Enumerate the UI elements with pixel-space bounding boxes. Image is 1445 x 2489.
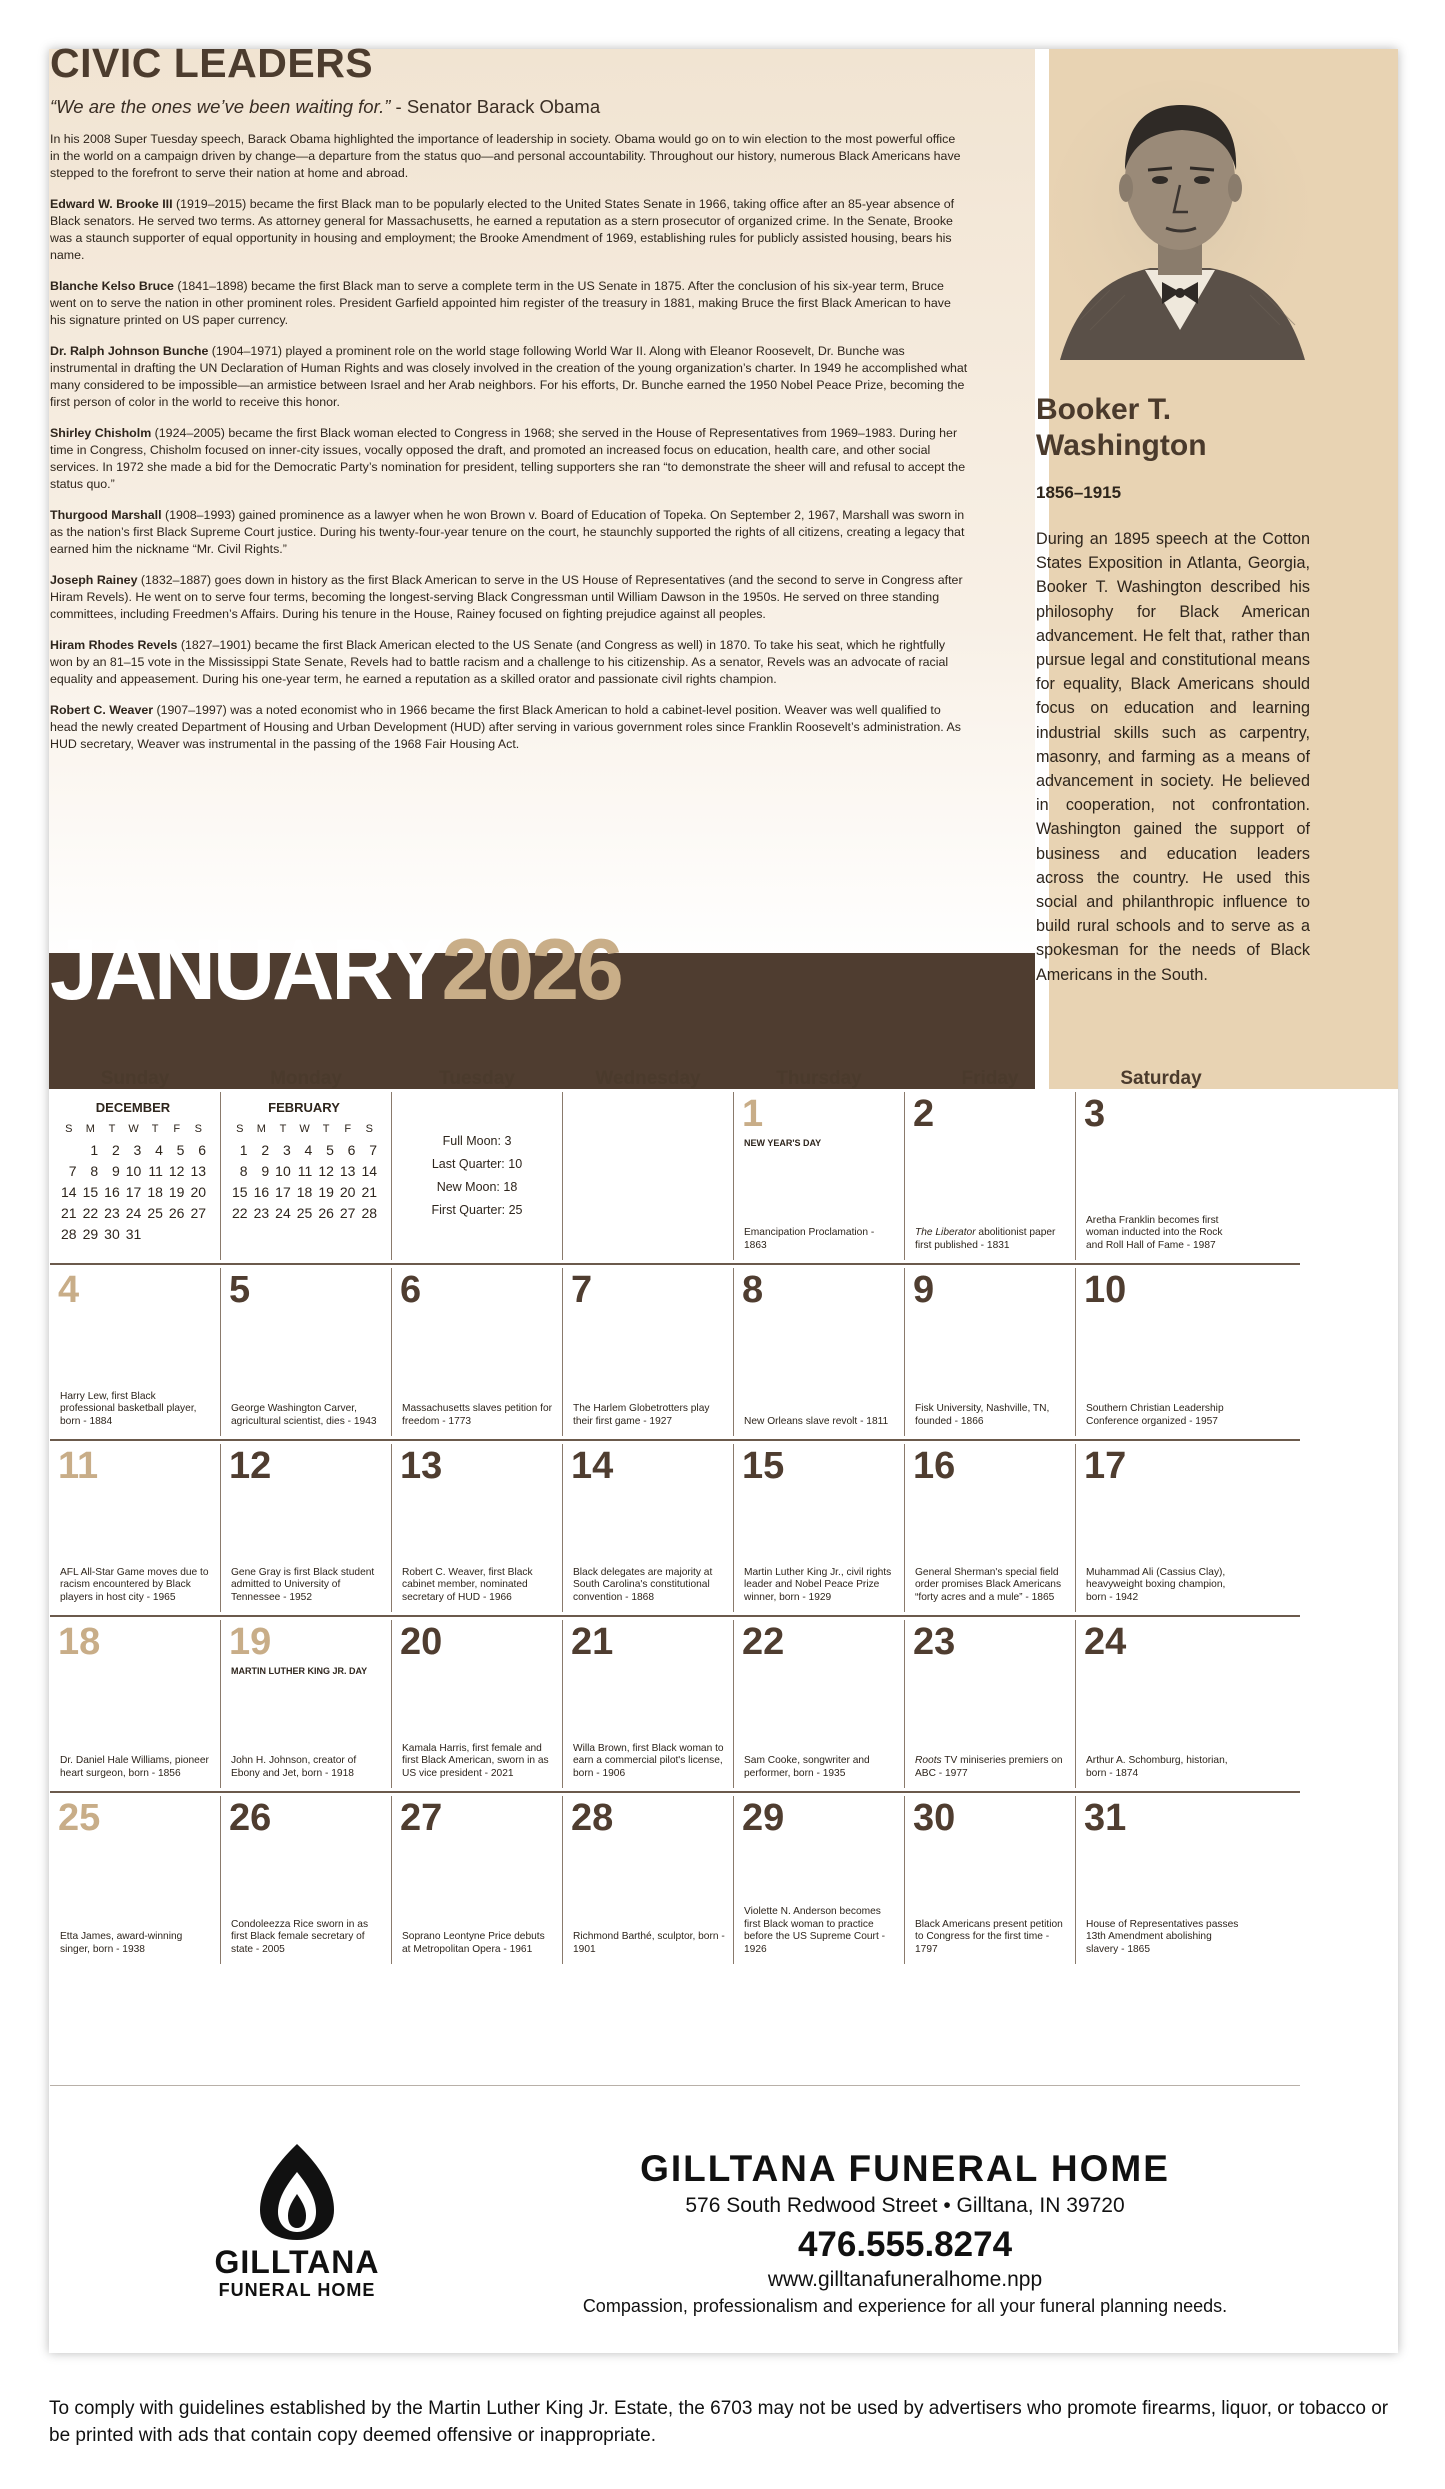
day-of-week-header: Sunday xyxy=(100,1068,170,1089)
history-event xyxy=(744,1567,896,1605)
day-cell xyxy=(1076,1268,1247,1436)
event-text: Southern Christian Leadership Conference organized - 1957 xyxy=(1086,1403,1224,1427)
mini-date: 26 xyxy=(318,1205,334,1221)
day-cell xyxy=(905,1620,1076,1788)
day-number: 20 xyxy=(400,1621,443,1663)
moon-phase: First Quarter: 25 xyxy=(431,1203,523,1217)
day-cell xyxy=(392,1796,563,1964)
bio-years: 1856–1915 xyxy=(1036,483,1122,502)
history-event xyxy=(402,1567,554,1605)
event-text: Arthur A. Schomburg, historian, born - 1874 xyxy=(1086,1755,1228,1779)
mini-date: 14 xyxy=(361,1163,378,1179)
mini-weekday: F xyxy=(173,1123,181,1135)
day-of-week-header: Thursday xyxy=(776,1068,862,1089)
day-number: 9 xyxy=(913,1269,935,1311)
paragraph-text: (1904–1971) played a prominent role on the world stage following World War II. Along with Eleanor Roosevelt, Dr. Bunche was instrumental in drafting the UN Declaration of Human Rights and was closely involved in the creation of the young organization’s charter. In 1949 he accomplished what many considered to be impossible—an armistice between Israel and her Arab neighbors. For his efforts, Dr. Bunche earned the 1950 Nobel Peace Prize, becoming the first person of color in the world to receive this honor. xyxy=(50,344,968,409)
event-text: Black Americans present petition to Congress for the first time - 1797 xyxy=(915,1918,1063,1955)
day-cell xyxy=(734,1268,905,1436)
quote-attribution: - Senator Barack Obama xyxy=(390,96,601,117)
leader-name: Shirley Chisholm xyxy=(50,426,152,440)
event-text: Violette N. Anderson becomes first Black woman to practice before the US Supreme Court - 1926 xyxy=(744,1906,885,1955)
mini-date: 23 xyxy=(104,1205,120,1221)
civic-paragraph xyxy=(50,572,968,623)
mini-date: 12 xyxy=(318,1163,334,1179)
day-cell xyxy=(50,1796,221,1964)
mini-date: 7 xyxy=(68,1163,77,1179)
mini-date: 16 xyxy=(253,1184,270,1200)
history-event xyxy=(573,1403,725,1428)
day-of-week-header: Saturday xyxy=(1120,1068,1202,1089)
mini-date: 1 xyxy=(90,1142,99,1158)
history-event xyxy=(915,1755,1067,1780)
history-event xyxy=(1086,1215,1239,1253)
mini-calendar-title: FEBRUARY xyxy=(268,1100,340,1115)
paragraph-text: (1907–1997) was a noted economist who in 1966 became the first Black American to hold a cabinet-level position. Weaver was well qualified to head the newly created Department of Housing and Urban Development (HUD) after serving in various government roles since Franklin Roosevelt’s administration. As HUD secretary, Weaver was instrumental in the passing of the 1968 Fair Housing Act. xyxy=(50,703,961,751)
day-cell xyxy=(221,1620,392,1788)
mini-date: 18 xyxy=(296,1184,313,1200)
ad-text-block xyxy=(470,2148,1340,2318)
history-event xyxy=(744,1227,896,1252)
ad-tagline: Compassion, professionalism and experience for all your funeral planning needs. xyxy=(582,2296,1228,2316)
mini-date: 3 xyxy=(282,1142,291,1158)
leader-name: Joseph Rainey xyxy=(50,573,138,587)
day-number: 27 xyxy=(400,1797,443,1839)
logo-name: GILLTANA xyxy=(214,2244,380,2280)
mini-date: 5 xyxy=(326,1142,334,1158)
history-event xyxy=(915,1919,1067,1957)
civic-paragraph xyxy=(50,278,968,329)
day-cell xyxy=(734,1796,905,1964)
event-text: Harry Lew, first Black professional basketball player, born - 1884 xyxy=(60,1390,197,1427)
history-event xyxy=(915,1227,1067,1252)
day-number: 13 xyxy=(400,1445,443,1487)
leader-name: Robert C. Weaver xyxy=(50,703,154,717)
history-event xyxy=(402,1931,554,1956)
day-cell xyxy=(221,1796,392,1964)
mini-date: 8 xyxy=(239,1163,248,1179)
holiday-label: MARTIN LUTHER KING JR. DAY xyxy=(231,1666,368,1676)
civic-paragraph xyxy=(50,702,968,753)
event-text: abolitionist paper first published - 1831 xyxy=(915,1227,1056,1251)
history-event xyxy=(402,1743,554,1781)
month-name: JANUARY xyxy=(50,922,442,1018)
mini-weekday: W xyxy=(299,1123,310,1135)
day-number: 29 xyxy=(742,1797,785,1839)
day-cell xyxy=(221,1268,392,1436)
leader-name: Dr. Ralph Johnson Bunche xyxy=(50,344,209,358)
event-text: Sam Cooke, songwriter and performer, born - 1935 xyxy=(744,1755,870,1779)
leader-name: Hiram Rhodes Revels xyxy=(50,638,178,652)
day-cell xyxy=(563,1796,734,1964)
mini-date: 9 xyxy=(111,1163,120,1179)
day-number: 22 xyxy=(742,1621,785,1663)
civic-paragraph xyxy=(50,131,968,182)
bio-name: Booker T. Washington xyxy=(1036,393,1207,462)
history-event xyxy=(573,1567,725,1605)
mini-calendar-table xyxy=(58,1119,209,1245)
day-cell xyxy=(392,1444,563,1612)
mini-date: 23 xyxy=(253,1205,270,1221)
mini-calendar-december xyxy=(58,1100,208,1245)
mini-date: 26 xyxy=(168,1205,185,1221)
mini-date: 4 xyxy=(304,1142,313,1158)
mini-weekday: F xyxy=(344,1123,352,1135)
mini-date: 30 xyxy=(104,1226,120,1242)
mini-date: 5 xyxy=(176,1142,185,1158)
mini-date: 24 xyxy=(125,1205,142,1221)
day-number: 5 xyxy=(229,1269,251,1311)
civic-leaders-paragraphs xyxy=(50,131,968,767)
moon-phases xyxy=(392,1130,562,1222)
mini-date: 22 xyxy=(232,1205,248,1221)
history-event xyxy=(231,1919,383,1957)
mini-date: 13 xyxy=(190,1163,207,1179)
day-cell xyxy=(905,1268,1076,1436)
day-number: 31 xyxy=(1084,1797,1127,1839)
day-of-week-header: Monday xyxy=(270,1068,342,1089)
day-number: 19 xyxy=(229,1621,272,1663)
mini-weekday: M xyxy=(256,1123,266,1135)
disclaimer: To comply with guidelines established by the Martin Luther King Jr. Estate, the 6703 may not be used by advertisers who promote firearms, liquor, or tobacco or be printed with ads that contain copy deemed offensive or inappropriate. xyxy=(49,2398,1389,2446)
day-number: 8 xyxy=(742,1269,764,1311)
history-event xyxy=(60,1755,212,1780)
mini-weekday: S xyxy=(236,1123,244,1135)
day-number: 16 xyxy=(913,1445,956,1487)
mini-weekday: T xyxy=(151,1123,159,1135)
event-text: Martin Luther King Jr., civil rights leader and Nobel Peace Prize winner, born - 1929 xyxy=(744,1566,892,1603)
day-cell xyxy=(1076,1092,1247,1260)
event-text: Condoleezza Rice sworn in as first Black female secretary of state - 2005 xyxy=(231,1918,369,1955)
mini-date xyxy=(58,1140,80,1161)
obama-quote xyxy=(50,96,600,118)
day-number: 1 xyxy=(742,1093,764,1135)
history-event xyxy=(1086,1403,1239,1428)
event-text: George Washington Carver, agricultural scientist, dies - 1943 xyxy=(231,1403,377,1427)
mini-date: 22 xyxy=(82,1205,99,1221)
day-number: 12 xyxy=(229,1445,272,1487)
event-text: Dr. Daniel Hale Williams, pioneer heart surgeon, born - 1856 xyxy=(60,1755,209,1779)
day-cell xyxy=(734,1444,905,1612)
moon-phase: Last Quarter: 10 xyxy=(431,1157,523,1171)
mini-weekday: S xyxy=(365,1123,373,1135)
month-title xyxy=(50,915,621,1025)
day-cell xyxy=(50,1620,221,1788)
mini-date: 2 xyxy=(111,1142,120,1158)
week-divider xyxy=(50,1615,1300,1617)
mini-date: 16 xyxy=(104,1184,120,1200)
history-event xyxy=(60,1931,212,1956)
history-event xyxy=(915,1403,1067,1428)
day-number: 6 xyxy=(400,1269,422,1311)
mini-weekday: T xyxy=(279,1123,287,1135)
week-divider xyxy=(50,1263,1300,1265)
leader-name: Blanche Kelso Bruce xyxy=(50,279,174,293)
event-text: New Orleans slave revolt - 1811 xyxy=(744,1415,889,1427)
day-number: 21 xyxy=(571,1621,614,1663)
leader-name: Thurgood Marshall xyxy=(50,508,162,522)
history-event xyxy=(744,1416,896,1429)
paragraph-text: (1841–1898) became the first Black man to serve a complete term in the US Senate in 1875. After the conclusion of his six-year term, Bruce went on to serve the nation in other prominent roles. President Garfield appointed him register of the treasury in 1881, making Bruce the first Black American to have his signature printed on US paper currency. xyxy=(50,279,951,327)
mini-calendar-cell xyxy=(221,1092,392,1260)
day-cell xyxy=(905,1444,1076,1612)
civic-paragraph xyxy=(50,343,968,411)
mini-weekday: T xyxy=(322,1123,330,1135)
day-number: 24 xyxy=(1084,1621,1127,1663)
history-event xyxy=(231,1755,383,1780)
mini-date: 25 xyxy=(296,1205,313,1221)
event-text: Robert C. Weaver, first Black cabinet member, nominated secretary of HUD - 1966 xyxy=(402,1566,533,1603)
mini-date: 4 xyxy=(155,1142,163,1158)
day-cell xyxy=(734,1092,905,1260)
day-number: 10 xyxy=(1084,1269,1127,1311)
mini-date: 18 xyxy=(147,1184,163,1200)
mini-date: 25 xyxy=(147,1205,163,1221)
event-text: Massachusetts slaves petition for freedom - 1773 xyxy=(402,1403,553,1427)
mini-date: 2 xyxy=(261,1142,270,1158)
mini-date xyxy=(166,1224,188,1245)
mini-weekday: M xyxy=(85,1123,95,1135)
mini-date: 27 xyxy=(190,1205,207,1221)
day-of-week-header: Friday xyxy=(961,1068,1019,1089)
day-number: 18 xyxy=(58,1621,101,1663)
ad-website[interactable]: www.gilltanafuneralhome.npp xyxy=(767,2268,1043,2291)
mini-date: 28 xyxy=(61,1226,77,1242)
holiday-label: NEW YEAR'S DAY xyxy=(744,1138,822,1148)
mini-date: 12 xyxy=(168,1163,185,1179)
paragraph-text: (1832–1887) goes down in history as the first Black American to serve in the US House of Representatives (and the second to serve in Congress after Hiram Revels). He went on to serve four terms, becoming the longest-serving Black Congressman until William Dawson in the 1950s. He served on three standing committees, including Freedmen’s Affairs. During his tenure in the House, Rainey focused on fighting prejudice against all peoples. xyxy=(50,573,963,621)
event-text: Etta James, award-winning singer, born - 1938 xyxy=(60,1931,183,1955)
civic-paragraph xyxy=(50,425,968,493)
month-year: 2026 xyxy=(441,922,621,1018)
booker-t-washington-portrait xyxy=(1050,70,1310,360)
mini-date: 17 xyxy=(125,1184,142,1200)
civic-paragraph xyxy=(50,507,968,558)
day-number: 7 xyxy=(571,1269,593,1311)
moon-phase: New Moon: 18 xyxy=(436,1180,518,1194)
history-event xyxy=(573,1931,725,1956)
paragraph-text: (1924–2005) became the first Black woman elected to Congress in 1968; she served in the House of Representatives from 1969–1983. During her time in Congress, Chisholm focused on inner-city issues, vocally opposed the draft, and promoted an increased focus on education, health care, and other social services. In 1972 she made a bid for the Democratic Party’s nomination for president, telling supporters she ran “to demonstrate the sheer will and refusal to accept the status quo.” xyxy=(50,426,966,491)
mini-date: 1 xyxy=(239,1142,248,1158)
mini-calendar-cell xyxy=(50,1092,221,1260)
paragraph-text: (1908–1993) gained prominence as a lawyer when he won Brown v. Board of Education of Topeka. On September 2, 1967, Marshall was sworn in as the nation’s first Black Supreme Court justice. During his twenty-four-year tenure on the court, he staunchly supported the rights of all citizens, creating a legacy that earned him the nickname “Mr. Civil Rights.” xyxy=(50,508,965,556)
week-divider xyxy=(50,1791,1300,1793)
event-text: TV miniseries premiers on ABC - 1977 xyxy=(915,1755,1063,1779)
event-text: Fisk University, Nashville, TN, founded - 1866 xyxy=(915,1403,1050,1427)
day-number: 23 xyxy=(913,1621,956,1663)
leader-name: Edward W. Brooke III xyxy=(50,197,173,211)
day-cell xyxy=(50,1444,221,1612)
day-cell xyxy=(563,1444,734,1612)
day-of-week-header: Wednesday xyxy=(595,1068,701,1089)
mini-calendar-title: DECEMBER xyxy=(95,1100,171,1115)
history-event xyxy=(60,1391,212,1429)
history-event xyxy=(915,1567,1067,1605)
event-text: John H. Johnson, creator of Ebony and Jet, born - 1918 xyxy=(231,1755,357,1779)
history-event xyxy=(1086,1567,1239,1605)
ad-title: GILLTANA FUNERAL HOME xyxy=(640,2148,1170,2189)
funeral-home-logo xyxy=(192,2142,402,2302)
day-cell xyxy=(1076,1620,1247,1788)
mini-date xyxy=(144,1224,166,1245)
mini-calendar-february xyxy=(229,1100,379,1224)
civic-paragraph xyxy=(50,637,968,688)
mini-date: 7 xyxy=(369,1142,378,1158)
mini-date: 10 xyxy=(125,1163,142,1179)
mini-date: 6 xyxy=(347,1142,356,1158)
mini-date: 21 xyxy=(61,1205,77,1221)
mini-date: 8 xyxy=(90,1163,99,1179)
ad-phone[interactable]: 476.555.8274 xyxy=(797,2225,1013,2264)
paragraph-text: In his 2008 Super Tuesday speech, Barack Obama highlighted the importance of leadership in society. Obama would go on to win election to the most powerful office in the world on a campaign driven by change—a departure from the status quo—and personal accountability. Throughout our history, numerous Black Americans have stepped to the forefront to serve their nation at home and abroad. xyxy=(50,132,961,180)
ad-address: 576 South Redwood Street • Gilltana, IN 39720 xyxy=(685,2194,1125,2217)
event-text: Aretha Franklin becomes first woman inducted into the Rock and Roll Hall of Fame - 1987 xyxy=(1086,1214,1223,1251)
footer-divider xyxy=(50,2085,1300,2086)
day-number: 26 xyxy=(229,1797,272,1839)
day-number: 30 xyxy=(913,1797,956,1839)
day-cell xyxy=(50,1268,221,1436)
mini-date: 13 xyxy=(339,1163,356,1179)
mini-weekday: W xyxy=(128,1123,139,1135)
quote-text: “We are the ones we’ve been waiting for.” xyxy=(50,96,391,117)
mini-weekday: S xyxy=(194,1123,202,1135)
civic-paragraph xyxy=(50,196,968,264)
history-event xyxy=(231,1567,383,1605)
event-text: Kamala Harris, first female and first Black American, sworn in as US vice president - 2021 xyxy=(402,1742,549,1779)
event-text: Soprano Leontyne Price debuts at Metropolitan Opera - 1961 xyxy=(402,1931,545,1955)
mini-date: 6 xyxy=(198,1142,207,1158)
day-number: 14 xyxy=(571,1445,614,1487)
event-text: Willa Brown, first Black woman to earn a commercial pilot's license, born - 1906 xyxy=(573,1742,724,1779)
day-cell xyxy=(563,1092,734,1260)
mini-date: 21 xyxy=(361,1184,378,1200)
mini-date: 20 xyxy=(190,1184,207,1200)
day-cell xyxy=(392,1620,563,1788)
event-title: Roots xyxy=(915,1755,942,1766)
event-text: AFL All-Star Game moves due to racism encountered by Black players in host city - 1965 xyxy=(60,1566,209,1603)
day-number: 11 xyxy=(58,1445,99,1487)
day-cell xyxy=(905,1796,1076,1964)
civic-leaders-title: CIVIC LEADERS xyxy=(50,40,374,86)
history-event xyxy=(744,1755,896,1780)
paragraph-text: (1919–2015) became the first Black man to be popularly elected to the United States Senate in 1966, taking office after an 85-year absence of Black senators. He served two terms. As attorney general for Massachusetts, he earned a reputation as a stern prosecutor of organized crime. In the Senate, Brooke was a staunch supporter of equal opportunity in housing and employment; the Brooke Amendment of 1969, establishing rules for publicly assisted housing, bears his name. xyxy=(50,197,955,262)
history-event xyxy=(231,1403,383,1428)
day-cell xyxy=(221,1444,392,1612)
mini-date: 17 xyxy=(275,1184,291,1200)
mini-date: 29 xyxy=(82,1226,99,1242)
moon-phase: Full Moon: 3 xyxy=(442,1134,512,1148)
mini-date: 28 xyxy=(361,1205,378,1221)
mini-date: 19 xyxy=(168,1184,185,1200)
bio-text: During an 1895 speech at the Cotton States Exposition in Atlanta, Georgia, Booker T. Washington described his philosophy for Black American advancement. He felt that, rather than pursue legal and constitutional means for equality, Black Americans should focus on education and learning industrial skills such as carpentry, masonry, and farming as a means of advancement in society. He believed in cooperation, not confrontation. Washington gained the support of business and education leaders across the country. He used this social and philanthropic influence to build rural schools and to serve as a spokesman for the needs of Black Americans in the South. xyxy=(1036,530,1310,984)
moon-phases-cell xyxy=(392,1092,563,1260)
event-text: Black delegates are majority at South Carolina's constitutional convention - 1868 xyxy=(573,1566,713,1603)
mini-date: 14 xyxy=(61,1184,77,1200)
event-text: House of Representatives passes 13th Amendment abolishing slavery - 1865 xyxy=(1086,1918,1239,1955)
day-cell xyxy=(563,1620,734,1788)
mini-date: 11 xyxy=(148,1163,163,1179)
history-event xyxy=(1086,1919,1239,1957)
mini-date: 31 xyxy=(125,1226,142,1242)
day-cell xyxy=(563,1268,734,1436)
day-cell xyxy=(734,1620,905,1788)
day-number: 2 xyxy=(913,1093,935,1135)
event-text: Muhammad Ali (Cassius Clay), heavyweight boxing champion, born - 1942 xyxy=(1086,1566,1226,1603)
event-text: The Harlem Globetrotters play their first game - 1927 xyxy=(573,1403,710,1427)
week-divider xyxy=(50,1439,1300,1441)
mini-calendar-table xyxy=(229,1119,380,1224)
mini-date: 24 xyxy=(275,1205,291,1221)
mini-date: 15 xyxy=(82,1184,99,1200)
day-number: 28 xyxy=(571,1797,614,1839)
mini-date: 19 xyxy=(318,1184,334,1200)
mini-date: 10 xyxy=(275,1163,291,1179)
event-text: Richmond Barthé, sculptor, born - 1901 xyxy=(573,1931,725,1955)
history-event xyxy=(744,1906,896,1956)
day-cell xyxy=(1076,1796,1247,1964)
mini-date: 9 xyxy=(261,1163,270,1179)
event-title: The Liberator xyxy=(915,1227,976,1238)
day-number: 17 xyxy=(1084,1445,1127,1487)
day-cell xyxy=(905,1092,1076,1260)
mini-date xyxy=(187,1224,209,1245)
history-event xyxy=(402,1403,554,1428)
mini-date: 15 xyxy=(232,1184,248,1200)
history-event xyxy=(60,1567,212,1605)
day-number: 4 xyxy=(58,1269,80,1311)
day-number: 15 xyxy=(742,1445,785,1487)
mini-date: 11 xyxy=(297,1163,313,1179)
mini-weekday: S xyxy=(65,1123,73,1135)
day-cell xyxy=(1076,1444,1247,1612)
mini-weekday: T xyxy=(108,1123,116,1135)
day-cell xyxy=(392,1268,563,1436)
mini-date: 27 xyxy=(339,1205,356,1221)
event-text: Emancipation Proclamation - 1863 xyxy=(744,1227,875,1251)
day-of-week-header: Tuesday xyxy=(439,1068,515,1089)
history-event xyxy=(573,1743,725,1781)
paragraph-text: (1827–1901) became the first Black American elected to the US Senate (and Congress as well) in 1870. To take his seat, which he rightfully won by an 81–15 vote in the Mississippi State Senate, Revels had to battle racism and a challenge to his citizenship. As a senator, Revels was an advocate of racial equality and appeasement. During his one-year term, he earned a reputation as a skilled orator and passionate civil rights champion. xyxy=(50,638,949,686)
event-text: Gene Gray is first Black student admitted to University of Tennessee - 1952 xyxy=(231,1566,375,1603)
flame-icon xyxy=(192,2142,402,2242)
event-text: General Sherman's special field order promises Black Americans “forty acres and a mule” - 1865 xyxy=(915,1566,1062,1603)
day-number: 3 xyxy=(1084,1093,1106,1135)
mini-date: 20 xyxy=(339,1184,356,1200)
history-event xyxy=(1086,1755,1239,1780)
day-number: 25 xyxy=(58,1797,101,1839)
mini-date: 3 xyxy=(133,1142,142,1158)
logo-subtitle: FUNERAL HOME xyxy=(218,2280,376,2300)
